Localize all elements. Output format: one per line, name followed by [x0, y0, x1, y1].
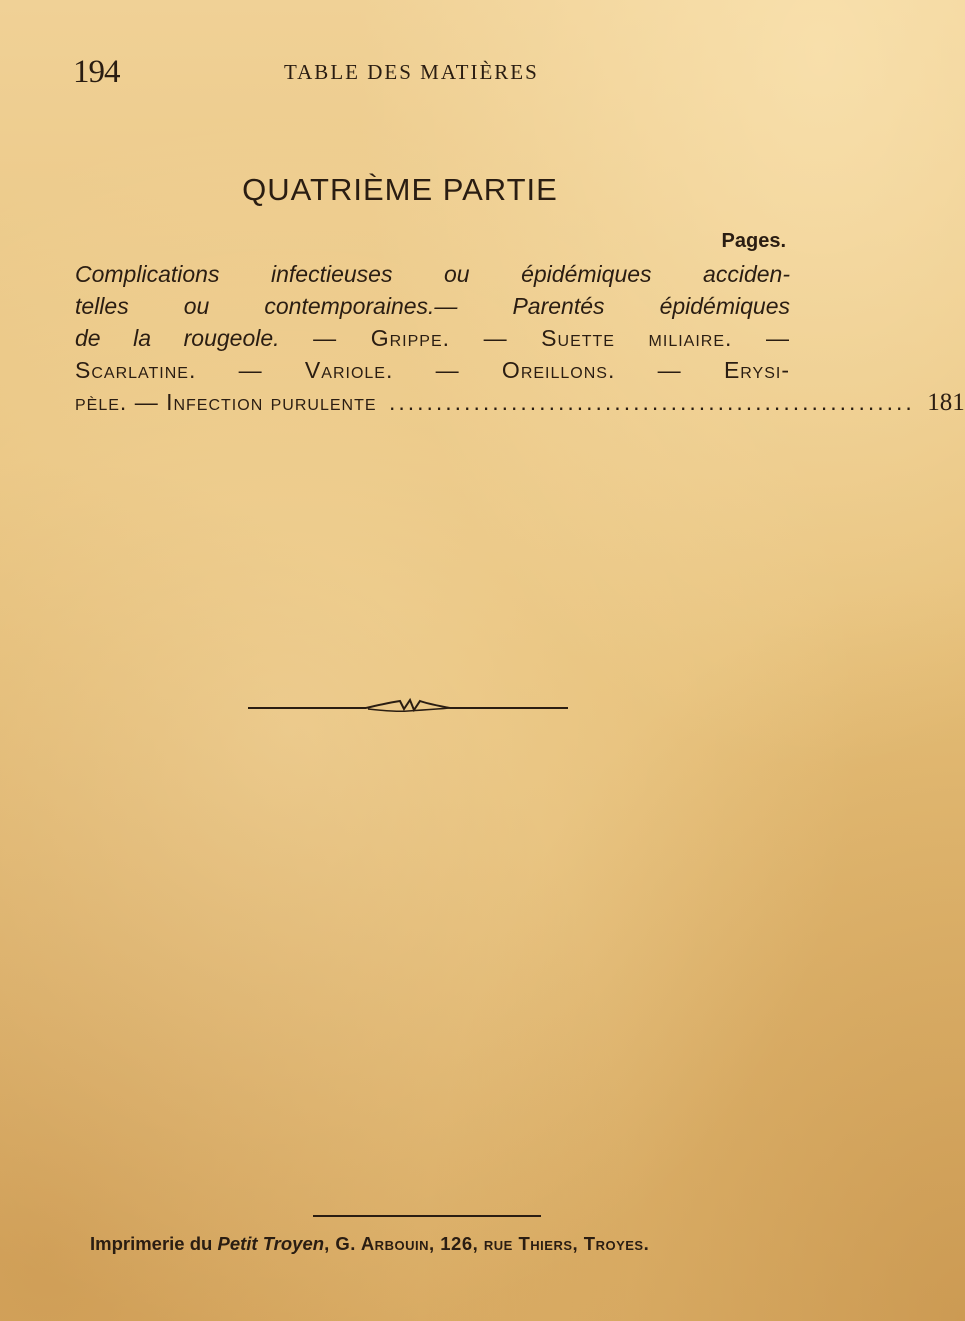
entry-page-number: 181: [927, 389, 965, 416]
dot-leader: ........................................................: [388, 389, 915, 415]
imprint-rule: [313, 1215, 541, 1217]
imprint-prefix: Imprimerie du: [90, 1233, 218, 1254]
toc-entry: [75, 258, 965, 419]
ornament-divider-icon: [248, 696, 568, 720]
pages-column-label: Pages.: [721, 230, 786, 252]
page-number: 194: [73, 54, 120, 90]
entry-line-3-rest: — Grippe. — Suette miliaire. —: [279, 325, 790, 351]
entry-line-3: [75, 322, 790, 354]
entry-line-1: Complications infectieuses ou épidémiques acciden-: [75, 261, 790, 287]
entry-line-4: Scarlatine. — Variole. — Oreillons. — Erysi-: [75, 357, 790, 383]
entry-line-3-italic: de la rougeole.: [75, 325, 280, 351]
entry-line-2: telles ou contemporaines.— Parentés épidémiques: [75, 293, 790, 319]
imprint-line: [90, 1233, 649, 1255]
entry-line-5-text: pèle. — Infection purulente: [75, 389, 377, 415]
imprint-journal: Petit Troyen: [217, 1233, 325, 1254]
part-title: QUATRIÈME PARTIE: [242, 172, 558, 207]
imprint-suffix: , G. Arbouin, 126, rue Thiers, Troyes.: [324, 1233, 650, 1254]
running-title: TABLE DES MATIÈRES: [284, 60, 539, 84]
entry-line-5: [75, 386, 965, 419]
